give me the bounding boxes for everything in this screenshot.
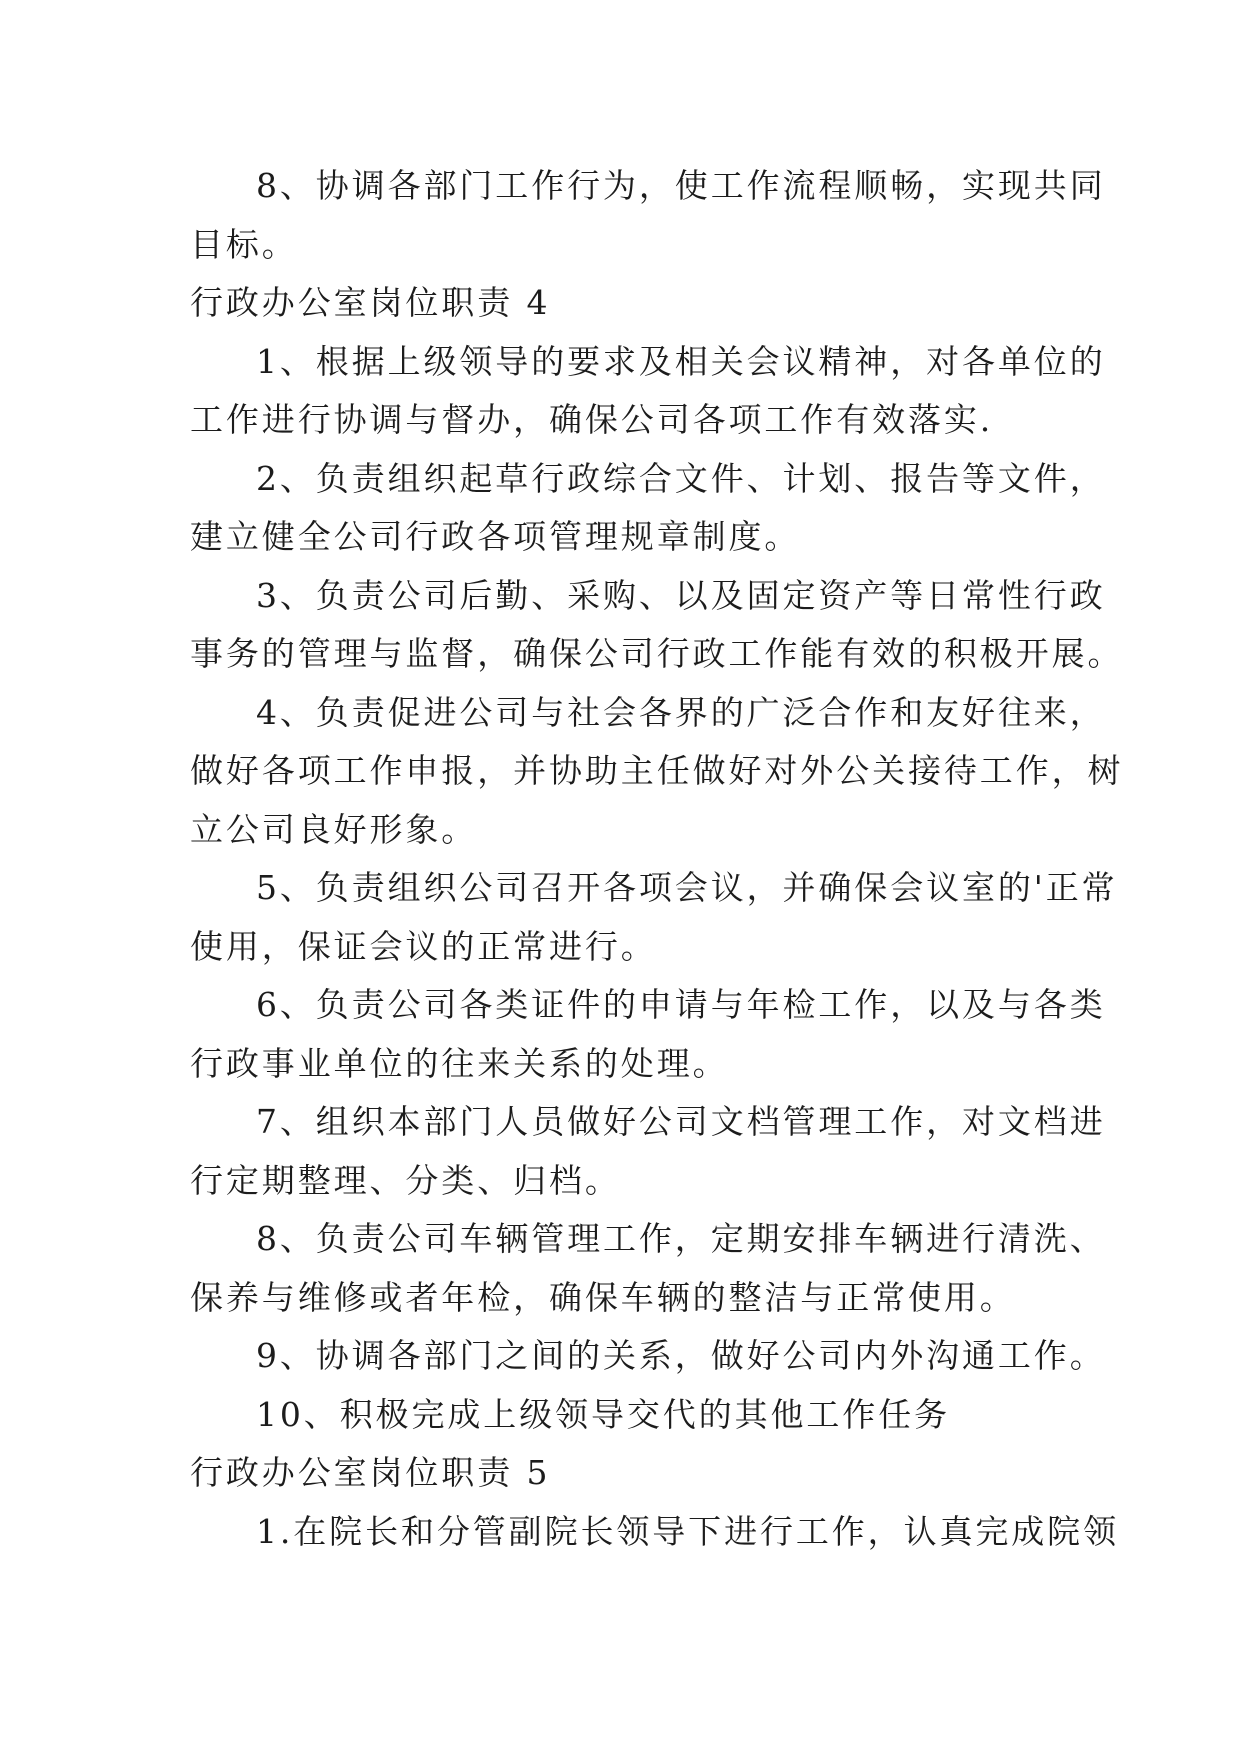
- section-heading-5: 行政办公室岗位职责 5: [190, 1453, 551, 1492]
- duty-item-3-8-continued: 目标。: [190, 224, 298, 264]
- duty-item-3-8: 8、协调各部门工作行为，使工作流程顺畅，实现共同: [256, 166, 1106, 205]
- duty-item-4-4: 4、负责促进公司与社会各界的广泛合作和友好往来，: [256, 692, 1106, 732]
- duty-item-4-5: 5、负责组织公司召开各项会议，并确保会议室的'正常: [256, 868, 1118, 907]
- duty-item-4-7: 7、组织本部门人员做好公司文档管理工作，对文档进: [256, 1102, 1106, 1141]
- duty-item-4-1-continued: 工作进行协调与督办，确保公司各项工作有效落实.: [190, 400, 994, 439]
- duty-item-4-4-continued-2: 立公司良好形象。: [190, 809, 478, 849]
- duty-item-4-8-continued: 保养与维修或者年检，确保车辆的整洁与正常使用。: [190, 1277, 1016, 1317]
- duty-item-5-1: 1.在院长和分管副院长领导下进行工作，认真完成院领: [256, 1511, 1119, 1551]
- duty-item-4-6: 6、负责公司各类证件的申请与年检工作，以及与各类: [256, 985, 1106, 1024]
- document-body: [190, 157, 1124, 1561]
- duty-item-4-9: 9、协调各部门之间的关系，做好公司内外沟通工作。: [256, 1336, 1106, 1375]
- duty-item-4-2-continued: 建立健全公司行政各项管理规章制度。: [190, 517, 801, 556]
- duty-item-4-10: 10、积极完成上级领导交代的其他工作任务: [256, 1394, 950, 1434]
- duty-item-4-4-continued: 做好各项工作申报，并协助主任做好对外公关接待工作，树: [190, 751, 1124, 790]
- section-heading-4: 行政办公室岗位职责 4: [190, 283, 551, 322]
- duty-item-4-2: 2、负责组织起草行政综合文件、计划、报告等文件，: [256, 458, 1106, 498]
- duty-item-4-6-continued: 行政事业单位的往来关系的处理。: [190, 1043, 729, 1083]
- duty-item-4-7-continued: 行定期整理、分类、归档。: [190, 1160, 621, 1200]
- duty-item-4-3-continued: 事务的管理与监督，确保公司行政工作能有效的积极开展。: [190, 634, 1124, 673]
- duty-item-4-8: 8、负责公司车辆管理工作，定期安排车辆进行清洗、: [256, 1219, 1106, 1258]
- duty-item-4-1: 1、根据上级领导的要求及相关会议精神，对各单位的: [256, 341, 1106, 381]
- duty-item-4-3: 3、负责公司后勤、采购、以及固定资产等日常性行政: [256, 575, 1106, 615]
- duty-item-4-5-continued: 使用，保证会议的正常进行。: [190, 926, 657, 966]
